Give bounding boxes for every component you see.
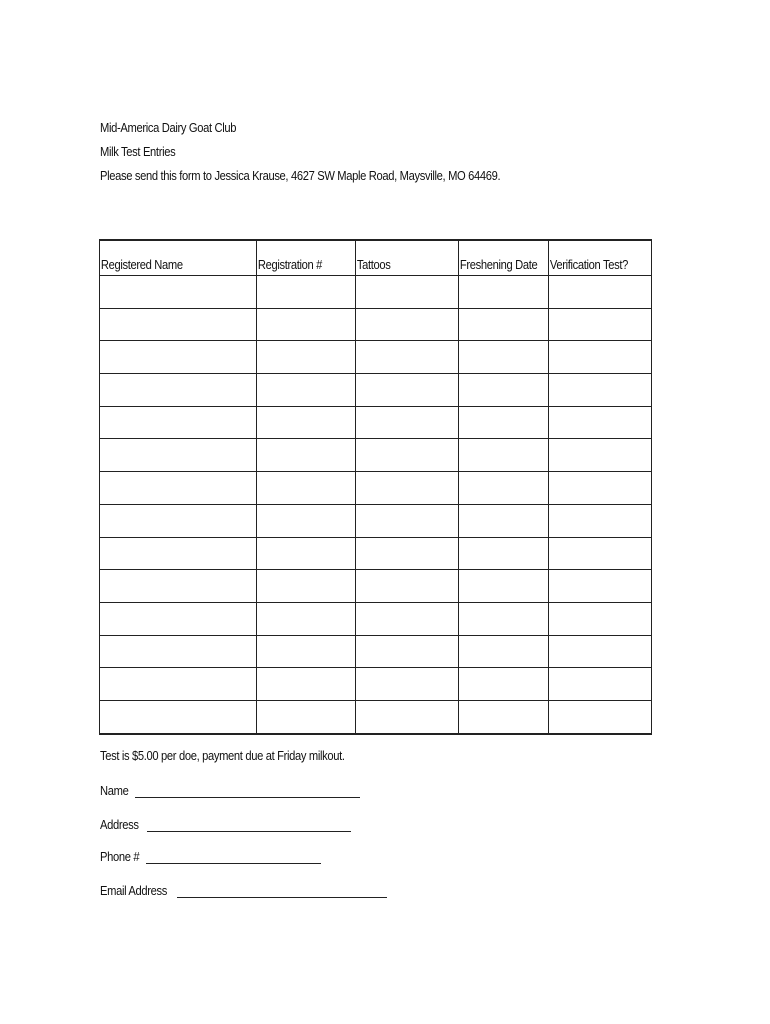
table-cell-freshening-date[interactable]	[459, 374, 549, 407]
column-header-label: Registered Name	[100, 257, 183, 272]
table-cell-registration-number[interactable]	[257, 341, 356, 374]
table-row	[100, 700, 652, 733]
table-cell-registration-number[interactable]	[257, 570, 356, 603]
table-header-row	[100, 240, 652, 276]
table-row	[100, 406, 652, 439]
table-cell-tattoos[interactable]	[356, 504, 459, 537]
table-cell-registered-name[interactable]	[100, 341, 257, 374]
table-cell-registered-name[interactable]	[100, 374, 257, 407]
club-name: Mid-America Dairy Goat Club	[100, 120, 237, 135]
table-cell-tattoos[interactable]	[356, 635, 459, 668]
table-cell-registered-name[interactable]	[100, 308, 257, 341]
mailing-instructions: Please send this form to Jessica Krause, 4627 SW Maple Road, Maysville, MO 64469.	[100, 168, 501, 183]
column-header-freshening-date	[459, 240, 549, 276]
table-row	[100, 374, 652, 407]
table-cell-verification-test[interactable]	[549, 570, 652, 603]
table-cell-registered-name[interactable]	[100, 276, 257, 309]
table-cell-registration-number[interactable]	[257, 439, 356, 472]
table-cell-registered-name[interactable]	[100, 668, 257, 701]
table-row	[100, 439, 652, 472]
table-cell-registration-number[interactable]	[257, 406, 356, 439]
column-header-label: Freshening Date	[459, 257, 538, 272]
table-row	[100, 276, 652, 309]
table-row	[100, 341, 652, 374]
table-cell-registered-name[interactable]	[100, 406, 257, 439]
table-cell-freshening-date[interactable]	[459, 439, 549, 472]
table-cell-registration-number[interactable]	[257, 308, 356, 341]
name-field	[100, 783, 360, 798]
table-cell-registered-name[interactable]	[100, 602, 257, 635]
table-cell-freshening-date[interactable]	[459, 406, 549, 439]
table-cell-registered-name[interactable]	[100, 439, 257, 472]
table-cell-verification-test[interactable]	[549, 635, 652, 668]
email-label: Email Address	[100, 883, 167, 898]
table-cell-freshening-date[interactable]	[459, 570, 549, 603]
email-field	[100, 883, 387, 898]
table-cell-freshening-date[interactable]	[459, 635, 549, 668]
table-cell-registration-number[interactable]	[257, 700, 356, 733]
table-row	[100, 570, 652, 603]
column-header-tattoos	[356, 240, 459, 276]
column-header-registration-number	[257, 240, 356, 276]
table-cell-verification-test[interactable]	[549, 668, 652, 701]
table-row	[100, 668, 652, 701]
table-cell-registered-name[interactable]	[100, 700, 257, 733]
form-title: Milk Test Entries	[100, 144, 176, 159]
address-input-line[interactable]	[147, 819, 351, 832]
table-cell-tattoos[interactable]	[356, 472, 459, 505]
address-field	[100, 817, 351, 832]
name-label: Name	[100, 783, 129, 798]
table-cell-registered-name[interactable]	[100, 537, 257, 570]
table-cell-registered-name[interactable]	[100, 570, 257, 603]
table-cell-registration-number[interactable]	[257, 504, 356, 537]
name-input-line[interactable]	[135, 785, 360, 798]
table-row	[100, 602, 652, 635]
table-cell-verification-test[interactable]	[549, 276, 652, 309]
payment-note: Test is $5.00 per doe, payment due at Friday milkout.	[100, 748, 345, 763]
table-cell-registered-name[interactable]	[100, 504, 257, 537]
table-cell-verification-test[interactable]	[549, 504, 652, 537]
table-cell-freshening-date[interactable]	[459, 700, 549, 733]
table-cell-registration-number[interactable]	[257, 276, 356, 309]
table-cell-verification-test[interactable]	[549, 406, 652, 439]
table-cell-verification-test[interactable]	[549, 472, 652, 505]
table-cell-verification-test[interactable]	[549, 700, 652, 733]
table-cell-tattoos[interactable]	[356, 668, 459, 701]
table-cell-verification-test[interactable]	[549, 341, 652, 374]
table-row	[100, 635, 652, 668]
phone-field	[100, 849, 321, 864]
table-cell-freshening-date[interactable]	[459, 602, 549, 635]
table-cell-verification-test[interactable]	[549, 374, 652, 407]
table-cell-freshening-date[interactable]	[459, 276, 549, 309]
table-cell-tattoos[interactable]	[356, 276, 459, 309]
table-cell-tattoos[interactable]	[356, 341, 459, 374]
table-cell-verification-test[interactable]	[549, 439, 652, 472]
email-input-line[interactable]	[177, 885, 387, 898]
table-cell-freshening-date[interactable]	[459, 308, 549, 341]
table-cell-verification-test[interactable]	[549, 602, 652, 635]
table-cell-registered-name[interactable]	[100, 635, 257, 668]
table-cell-registration-number[interactable]	[257, 602, 356, 635]
table-cell-freshening-date[interactable]	[459, 504, 549, 537]
column-header-label: Registration #	[257, 257, 323, 272]
phone-input-line[interactable]	[146, 851, 321, 864]
address-label: Address	[100, 817, 139, 832]
table-row	[100, 472, 652, 505]
table-cell-registration-number[interactable]	[257, 537, 356, 570]
entries-body	[100, 276, 652, 734]
table-cell-tattoos[interactable]	[356, 602, 459, 635]
table-cell-verification-test[interactable]	[549, 308, 652, 341]
column-header-verification-test	[549, 240, 652, 276]
table-cell-freshening-date[interactable]	[459, 537, 549, 570]
table-cell-freshening-date[interactable]	[459, 472, 549, 505]
table-cell-tattoos[interactable]	[356, 700, 459, 733]
table-cell-freshening-date[interactable]	[459, 341, 549, 374]
phone-label: Phone #	[100, 849, 140, 864]
table-row	[100, 308, 652, 341]
table-cell-tattoos[interactable]	[356, 439, 459, 472]
table-cell-tattoos[interactable]	[356, 406, 459, 439]
table-cell-tattoos[interactable]	[356, 374, 459, 407]
table-cell-verification-test[interactable]	[549, 537, 652, 570]
entries-table	[99, 239, 652, 735]
table-cell-registration-number[interactable]	[257, 472, 356, 505]
table-cell-registration-number[interactable]	[257, 374, 356, 407]
table-cell-tattoos[interactable]	[356, 537, 459, 570]
column-header-label: Tattoos	[356, 257, 391, 272]
table-row	[100, 537, 652, 570]
table-cell-registration-number[interactable]	[257, 635, 356, 668]
table-cell-tattoos[interactable]	[356, 308, 459, 341]
table-cell-freshening-date[interactable]	[459, 668, 549, 701]
table-cell-registered-name[interactable]	[100, 472, 257, 505]
column-header-label: Verification Test?	[549, 257, 628, 272]
table-row	[100, 504, 652, 537]
column-header-registered-name	[100, 240, 257, 276]
table-cell-registration-number[interactable]	[257, 668, 356, 701]
table-cell-tattoos[interactable]	[356, 570, 459, 603]
